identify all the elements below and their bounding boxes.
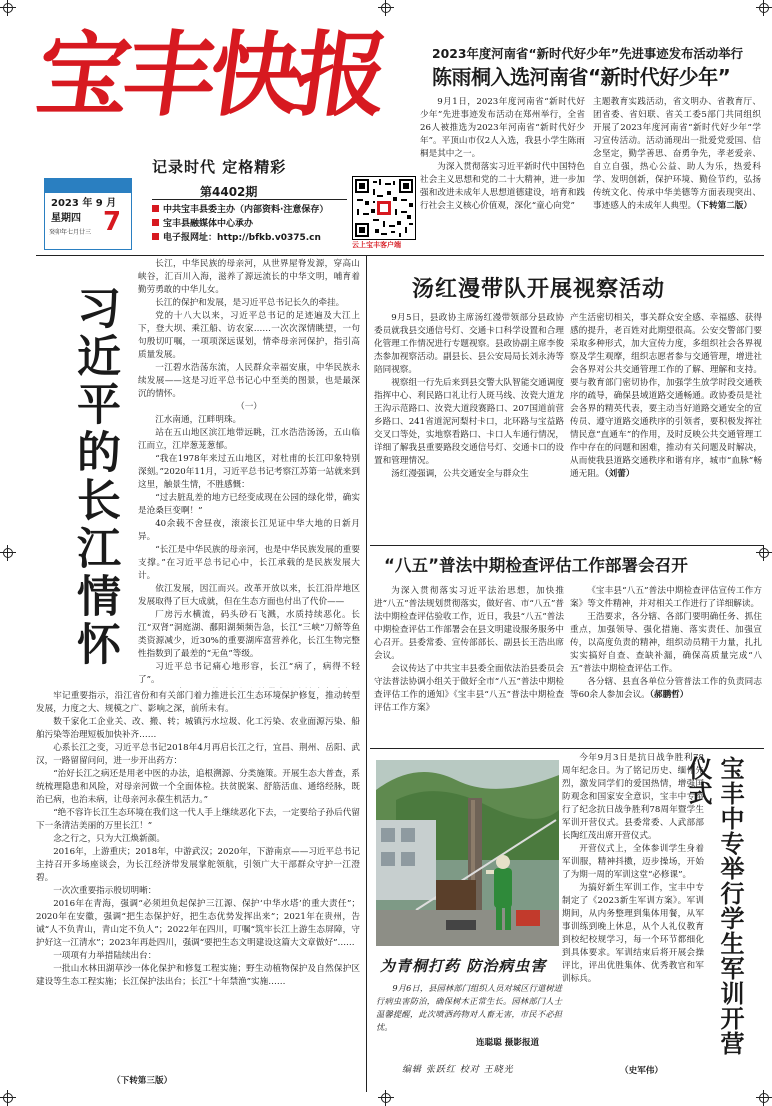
divider-traffic [370, 545, 764, 546]
masthead-slogan: 记录时代 定格精彩 [152, 158, 287, 176]
info-organizer: 宝丰县融媒体中心承办 [152, 217, 352, 231]
date-day: 7 [103, 207, 122, 237]
registration-mark-middle-right [756, 545, 772, 561]
military-vertical-title: 宝丰中专举行学生军训开营仪式 [684, 756, 744, 1056]
photo-credit: 连聪聪 摄影报道 [476, 1038, 540, 1048]
info-website[interactable]: 电子报网址：http://bfkb.v0375.cn [152, 231, 352, 245]
registration-mark-top-left [0, 0, 16, 16]
law-headline: “八五”普法中期检查评估工作部署会召开 [384, 556, 688, 575]
traffic-col-1: 9月5日，县政协主席汤红漫带领部分县政协委员就我县交通信号灯、交通卡口科学设置和合理化管理工作情况进行专题视察。县政协副主席李俊杰参加视察活动。副县长、县公安局局长刘永涛等陪同视察。 视察组一行先后来到县交警大队智能交通调度指挥中心、利民路口礼让行人斑马线、汝瓷大道龙王沟示范路口、汝瓷大道段赛路口、207国道前营乡路口、241省道泥河梨村卡口，北环路与宝益路交叉口等处，实地察看路口、卡口人车通行情况，详细了解我县重要路段交通信号灯、交通卡口的设置和管理情况。 汤红漫强调，公共交通安全与群众生 [374, 313, 564, 479]
masthead-info [152, 203, 352, 245]
registration-mark-top-center [378, 0, 394, 16]
law-byline: （郝鹏哲） [649, 690, 689, 700]
registration-mark-bottom-left [0, 1090, 16, 1106]
divider-vertical [366, 256, 367, 1092]
traffic-byline: （刘蕾） [604, 469, 635, 479]
news-photo [376, 760, 559, 946]
issue-bar [152, 183, 347, 200]
law-col-2: 《宝丰县“八五”普法中期检查评估宣传工作方案》等文件精神，并对相关工作进行了详细解读。 王浩要求，各分辖、各部门要明确任务、抓住重点，加强领导、强化措施、落实责任、加强宣传，以高度负责的精神，组织动员精干力量，扎扎实实搞好自查、查缺补漏，确保高质量完成“八五”普法中期检查评估工作。 各分辖、县直各单位分管普法工作的负责同志等60余人参加会议。（郝鹏哲） [570, 586, 762, 700]
feature-vertical-title: 习近平的长江情怀 [69, 285, 120, 669]
photo-caption-title: 为青桐打药 防治病虫害 [380, 957, 547, 975]
registration-mark-bottom-center [378, 1090, 394, 1106]
traffic-col-2: 产生活密切相关，事关群众安全感、幸福感、获得感的提升，老百姓对此期望很高。公安交警部门要采取多种形式，加大宣传力度，多组织社会各界视察及学生观摩，组织志愿者参与交通管理，增进社会各界对公共交通管理工作的了解、理解和支持。要与教育部门密切协作，加强学生放学时段交通秩序的疏导，确保县域道路交通畅通。政协委员是社会各界的精英代表，要主动当好道路交通安全的宣传员、遵守道路交通秩序的引领者，要积极发挥社情民意“直通车”的作用，及时反映公共交通管理工作中存在的问题和困难，推动有关问题及时解决，从而使我县道路交通秩序和谐有序，城市“血脉”畅通无阻。（刘蕾） [570, 313, 762, 479]
top-story-col-1: 9月1日，2023年度河南省“新时代好少年”先进事迹发布活动在郑州举行，全省26人被推选为2023年河南省“新时代好少年”。平顶山市仅2人入选，我县小学生陈雨桐是其中之一。 为深入贯彻落实习近平新时代中国特色社会主义思想和党的二十大精神，进一步加强和改进未成年人思想道德建设，培育和践行社会主义核心价值观，深化“童心向党” [420, 97, 585, 211]
date-weekday: 星期四 [51, 213, 81, 224]
footer-staff: 编辑 张跃红 校对 王晓光 [402, 1065, 514, 1075]
law-col-1: 为深入贯彻落实习近平法治思想，加快推进“八五”普法规划贯彻落实，做好省、市“八五”普法中期检查评估验收工作，近日，我县“八五”普法中期检查评估工作部署会在县文明建设服务服务中心召开。县委常委、宣传部部长、副县长王浩出席会议。 会议传达了中共宝丰县委全面依法治县委员会守法普法协调小组关于做好全市“八五”普法中期检查评估工作的通知》《宝丰县“八五”普法中期检查评估工作方案》 [374, 586, 564, 713]
date-calendar [44, 178, 132, 250]
issue-number: 第4402期 [200, 185, 258, 199]
qr-caption: 云上宝丰客户端 [352, 241, 401, 249]
feature-jump: （下转第三版） [112, 1076, 173, 1086]
top-story-kicker: 2023年度河南省“新时代好少年”先进事迹发布活动举行 [432, 46, 743, 61]
top-story-jump: （下转第二版） [696, 201, 752, 211]
top-story-headline: 陈雨桐入选河南省“新时代好少年” [432, 65, 731, 89]
masthead-logo: 宝丰快报 [30, 21, 390, 129]
feature-section-mark: （一） [236, 402, 262, 412]
qr-code [352, 176, 416, 240]
top-story-col-2: 主题教育实践活动，省文明办、省教育厅、团省委、省妇联、省关工委5部门共同组织开展了2023年度河南省“新时代好少年”学习宣传活动。活动涌现出一批爱党爱国、信念坚定，勤学善思、奋勇争先，孝老爱亲、自立自强，热心公益、助人为乐，热爱科学、发明创新，保护环境、勤俭节约，弘扬传统文化、传承中华美德等方面表现突出、事迹感人的未成年人典型。（下转第二版） [593, 97, 761, 211]
photo-caption: 9月6日，县园林部门组织人员对城区行道树进行病虫害防治，确保树木正常生长。园林部门人士温馨提醒，此次喷洒药物对人畜无害，市民不必担忧。 [376, 983, 562, 1032]
registration-mark-middle-left [0, 545, 16, 561]
registration-mark-top-right [756, 0, 772, 16]
feature-wide-body: 牢记重要指示，沿江省份和有关部门着力推进长江生态环境保护修复，推动转型发展，力度之大、规模之广、影响之深，前所未有。 数千家化工企业关、改、搬、转；城镇污水垃圾、化工污染、农业面源污染、船舶污染等治理短板加快补齐…… 心系长江之变，习近平总书记2018年4月再启长江之行，宜昌、荆州、岳阳、武汉，一路留留问问，进一步开出药方： “治好长江之病还是用老中医的办法，追根溯源、分类施策。开展生态大普查，系统梳理隐患和风险，对母亲河做一个全面体检。扶贫脱案、舒筋活血、通络经脉，既治已病，也治未病，让母亲河永葆生机活力。” “绝不容许长江生态环境在我们这一代人手上继续恶化下去，一定要给子孙后代留下一条清洁美丽的万里长江！” 念之行之，只为大江焕新颜。 2016年，上游重庆；2018年，中游武汉；2020年，下游南京——习近平总书记主持召开多场座谈会，为长江经济带发展掌舵领航，引领广大干部群众守护一江澄碧。 一次次重要指示殷切明晰： 2016年在青海，强调“必须坦负起保护三江源、保护‘中华水塔’的重大责任”；2020年在安徽，强调“把生态保护好，把生态优势发挥出来”；2021年在贵州，告诫“人不负青山，青山定不负人”；2022年在四川，叮嘱“筑牢长江上游生态屏障，守护好这一江清水”；2023年再赴四川，强调“要把生态文明建设这篇大文章做好”…… 一项项有力举措陆续出台： 一批山水林田湖草沙一体化保护和修复工程实施；野生动植物保护及自然保护区建设等生态工程实施；长江保护法出台；长江“十年禁渔”实施…… [36, 691, 360, 987]
traffic-headline: 汤红漫带队开展视察活动 [412, 277, 666, 302]
divider-masthead [36, 255, 764, 256]
feature-top-body: 长江，中华民族的母亲河，从世界屋脊发源，穿高山峡谷，汇百川入海，滋养了源远流长的中华文明，哺育着勤劳勇敢的中华儿女。 长江的保护和发展，是习近平总书记长久的牵挂。 党的十八大以来，习近平总书记的足迹遍及大江上下，登大坝、乘江船、访农家……一次次深情眺望，一句句殷切叮嘱，一项项深远谋划，情牵母亲河保护，指引高质量发展。 一江碧水浩荡东流，人民群众幸福安康，中华民族永续发展——这是习近平总书记心中至美的图景，也是最深沉的情怀。 （一） 江水南通，江畔明珠。 站在五山地区滨江地带远眺，江水浩浩汤汤，五山临江而立，江岸葱茏葱郁。 “我在1978年来过五山地区，对杜甫的长江印象特别深刻。”2020年11月，习近平总书记考察江苏第一站就来到这里，触景生情，不胜感慨： “过去脏乱差的地方已经变成现在公园的绿化带，确实是沧桑巨变啊！” 40余载不舍昼夜，滚滚长江见证中华大地的日新月异。 “长江是中华民族的母亲河，也是中华民族发展的重要支撑。”在习近平总书记心中，长江承载的是民族发展大计。 依江发展，因江而兴。改革开放以来，长江沿岸地区发展取得了巨大成就，但在生态方面也付出了代价—— 厂房污水横流，码头砂石飞溅，水质持续恶化。长江“双肾”洞庭湖、鄱阳湖频频告急，长江“三峡”刀鲚等鱼类资源减少，近30%的重要湖库富营养化，长江生物完整性指数到了最差的“无鱼”等级。 习近平总书记痛心地形容，长江“病了，病得不轻了”。 [138, 259, 360, 685]
military-body: 今年9月3日是抗日战争胜利78周年纪念日。为了铭记历史、缅怀先烈，激发同学们的爱国热情，增强国防观念和国家安全意识，宝丰中专举行了纪念抗日战争胜利78周年暨学生军训开营仪式。县委常委、人武部部长陶红茂出席开营仪式。 开营仪式上，全体参训学生身着军训服，精神抖擞，迈步操场，开始了为期一周的军训这堂“必修课”。 为搞好新生军训工作，宝丰中专制定了《2023新生军训方案》。军训期间，从内务整理到集体用餐，从军事训练到晚上休息，从个人礼仪教育到校纪校规学习，每一个环节都细化到具体要求。军训结束后将开展会操评比，评出优胜集体、优秀教官和军训标兵。 [562, 753, 704, 984]
military-byline: （史军伟） [620, 1066, 663, 1076]
date-lunar: 癸卯年七月廿三 [49, 229, 92, 236]
info-host: 中共宝丰县委主办（内部资料·注意保存） [152, 203, 352, 217]
registration-mark-bottom-right [756, 1090, 772, 1106]
divider-law [370, 748, 764, 749]
date-year-month: 2023 年 9 月 [51, 198, 117, 209]
